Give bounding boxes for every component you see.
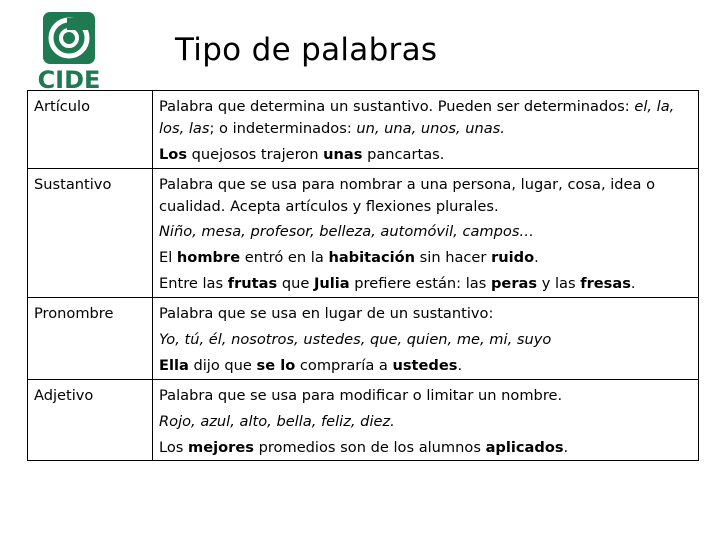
term-cell: Sustantivo <box>28 168 153 297</box>
definition-text: Palabra que se usa en lugar de un sustantivo: <box>159 305 494 323</box>
definition-text: Palabra que determina un sustantivo. Pueden ser determinados: el, la, los, las; o indeterminados: un, una, unos, unas. <box>159 98 675 137</box>
example-sentence: Entre las frutas que Julia prefiere están: las peras y las fresas. <box>159 275 636 293</box>
definition-cell <box>153 298 699 380</box>
examples-list: Niño, mesa, profesor, belleza, automóvil, campos… <box>159 223 535 241</box>
term-cell: Adjetivo <box>28 379 153 461</box>
definition-cell <box>153 168 699 297</box>
definition-text: Palabra que se usa para modificar o limitar un nombre. <box>159 386 563 404</box>
table-row <box>28 168 699 297</box>
word-types-table <box>27 90 699 461</box>
table-row <box>28 91 699 169</box>
example-sentence: Los quejosos trajeron unas pancartas. <box>159 145 445 163</box>
page-title: Tipo de palabras <box>175 32 438 68</box>
example-sentence: Los mejores promedios son de los alumnos aplicados. <box>159 438 569 456</box>
example-sentence: Ella dijo que se lo compraría a ustedes. <box>159 356 463 374</box>
term-cell: Artículo <box>28 91 153 169</box>
logo-text: CIDE <box>37 66 101 94</box>
example-sentence: El hombre entró en la habitación sin hacer ruido. <box>159 249 539 267</box>
table-row <box>28 379 699 461</box>
definition-text: Palabra que se usa para nombrar a una persona, lugar, cosa, idea o cualidad. Acepta artículos y flexiones plurales. <box>159 175 656 215</box>
term-cell: Pronombre <box>28 298 153 380</box>
definition-cell <box>153 379 699 461</box>
examples-list: Yo, tú, él, nosotros, ustedes, que, quien, me, mi, suyo <box>159 331 552 349</box>
table-row <box>28 298 699 380</box>
examples-list: Rojo, azul, alto, bella, feliz, diez. <box>159 412 395 430</box>
definition-cell <box>153 91 699 169</box>
